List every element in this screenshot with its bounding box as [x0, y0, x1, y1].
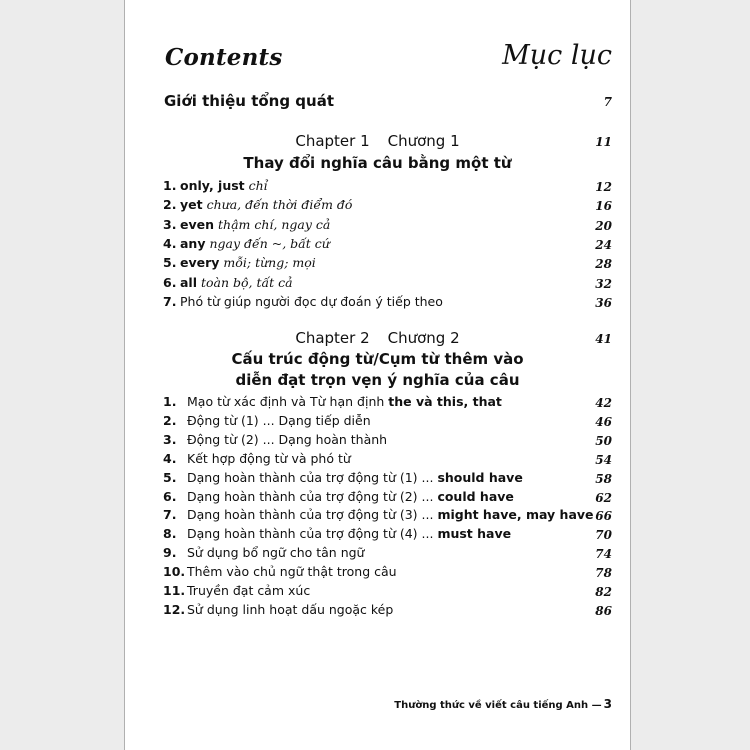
- item-term: yet: [180, 197, 203, 213]
- chapter1-label: [125, 132, 630, 150]
- item-number: 4.: [163, 235, 177, 251]
- item-number: 3.: [163, 431, 177, 447]
- footer-book-title: Thường thức về viết câu tiếng Anh —: [394, 700, 602, 711]
- item-term: even: [180, 216, 215, 232]
- item-page: 78: [595, 566, 612, 581]
- item-text: Dạng hoàn thành của trợ động từ (4) ...: [187, 526, 434, 542]
- item-page: 16: [595, 199, 612, 214]
- item-term: only, just: [180, 178, 245, 193]
- left-margin: [0, 0, 124, 750]
- item-meaning: toàn bộ, tất cả: [201, 274, 293, 290]
- item-page: 62: [595, 490, 612, 505]
- item-number: 11.: [163, 583, 186, 598]
- item-meaning: chỉ: [248, 178, 268, 193]
- item-page: 46: [595, 414, 612, 429]
- item-number: 6.: [163, 274, 177, 290]
- item-page: 70: [595, 528, 612, 543]
- item-term: every: [180, 255, 220, 271]
- toc-item: [163, 602, 393, 617]
- item-suffix: could have: [437, 488, 514, 504]
- item-number: 7.: [163, 293, 177, 309]
- chapter2-label-vi: Chương 2: [387, 329, 460, 347]
- toc-item: [163, 489, 514, 504]
- toc-item: [163, 413, 371, 428]
- toc-item: [163, 507, 594, 522]
- item-page: 82: [595, 585, 612, 599]
- item-number: 3.: [163, 216, 177, 232]
- item-page: 20: [595, 218, 612, 233]
- toc-item: [163, 178, 268, 193]
- chapter1-title: Thay đổi nghĩa câu bằng một từ: [243, 154, 512, 172]
- item-number: 9.: [163, 545, 177, 561]
- toc-item: [163, 197, 352, 212]
- right-margin: [631, 0, 750, 750]
- item-text: Động từ (2) ... Dạng hoàn thành: [187, 431, 388, 447]
- chapter1-label-vi: Chương 1: [387, 132, 460, 150]
- footer-page-number: 3: [603, 697, 612, 711]
- contents-heading: Contents: [165, 44, 283, 71]
- page-footer: [394, 697, 612, 711]
- item-page: 86: [595, 603, 612, 618]
- item-suffix: must have: [437, 526, 512, 542]
- item-page: 66: [595, 509, 612, 524]
- chapter2-label-en: Chapter 2: [295, 329, 370, 347]
- chapter2-page: 41: [595, 332, 612, 346]
- item-text: Truyền đạt cảm xúc: [187, 583, 311, 598]
- intro-page: 7: [603, 95, 612, 109]
- item-meaning: mỗi; từng; mọi: [223, 255, 316, 271]
- item-number: 7.: [163, 507, 177, 523]
- item-page: 36: [595, 295, 612, 310]
- item-text: Dạng hoàn thành của trợ động từ (3) ...: [187, 507, 434, 523]
- toc-item: [163, 236, 330, 251]
- toc-item: [163, 432, 387, 447]
- item-page: 42: [595, 396, 612, 410]
- item-text: Kết hợp động từ và phó từ: [187, 450, 351, 466]
- toc-item: [163, 451, 351, 466]
- item-text: Phó từ giúp người đọc dự đoán ý tiếp theo: [180, 293, 443, 309]
- item-number: 6.: [163, 488, 177, 504]
- item-meaning: ngay đến ~, bất cứ: [209, 235, 330, 251]
- item-page: 58: [595, 471, 612, 486]
- item-number: 12.: [163, 601, 186, 617]
- item-text: Động từ (1) ... Dạng tiếp diễn: [187, 412, 371, 428]
- item-number: 8.: [163, 526, 177, 542]
- item-term: any: [180, 235, 206, 251]
- item-text: Mạo từ xác định và Từ hạn định: [187, 394, 385, 409]
- chapter1-label-en: Chapter 1: [295, 132, 370, 150]
- chapter1-page: 11: [595, 135, 612, 149]
- item-number: 10.: [163, 564, 186, 580]
- item-suffix: should have: [437, 469, 523, 485]
- book-page: [124, 0, 631, 750]
- item-number: 1.: [163, 394, 177, 409]
- item-number: 5.: [163, 469, 177, 485]
- item-page: 24: [595, 237, 612, 252]
- item-number: 1.: [163, 178, 177, 193]
- item-meaning: chưa, đến thời điểm đó: [206, 197, 353, 213]
- toc-item: [163, 217, 330, 232]
- toc-item: [163, 394, 502, 409]
- toc-item: [163, 294, 443, 309]
- item-text: Dạng hoàn thành của trợ động từ (1) ...: [187, 469, 434, 485]
- item-number: 4.: [163, 450, 177, 466]
- chapter2-title-line1: Cấu trúc động từ/Cụm từ thêm vào: [231, 350, 524, 368]
- toc-item: [163, 583, 310, 598]
- intro-title: Giới thiệu tổng quát: [164, 92, 335, 110]
- item-suffix: might have, may have: [437, 507, 594, 523]
- item-page: 32: [595, 276, 612, 291]
- toc-item: [163, 564, 397, 579]
- toc-item: [163, 470, 523, 485]
- item-text: Thêm vào chủ ngữ thật trong câu: [187, 564, 397, 580]
- item-meaning: thậm chí, ngay cả: [218, 216, 331, 232]
- item-number: 2.: [163, 197, 177, 213]
- toc-item: [163, 526, 511, 541]
- item-suffix: the và this, that: [388, 394, 502, 409]
- item-text: Sử dụng linh hoạt dấu ngoặc kép: [187, 601, 394, 617]
- item-number: 2.: [163, 412, 177, 428]
- toc-item: [163, 545, 364, 560]
- chapter2-title-line2: diễn đạt trọn vẹn ý nghĩa của câu: [235, 371, 520, 389]
- chapter2-label: [125, 329, 630, 347]
- item-page: 12: [595, 180, 612, 194]
- item-text: Sử dụng bổ ngữ cho tân ngữ: [187, 545, 365, 561]
- item-page: 74: [595, 547, 612, 562]
- toc-item: [163, 275, 293, 290]
- item-page: 54: [595, 452, 612, 467]
- item-term: all: [180, 274, 198, 290]
- item-page: 28: [595, 257, 612, 272]
- item-text: Dạng hoàn thành của trợ động từ (2) ...: [187, 488, 434, 504]
- muc-luc-heading: Mục lục: [502, 40, 612, 71]
- item-page: 50: [595, 433, 612, 448]
- toc-item: [163, 255, 316, 270]
- item-number: 5.: [163, 255, 177, 271]
